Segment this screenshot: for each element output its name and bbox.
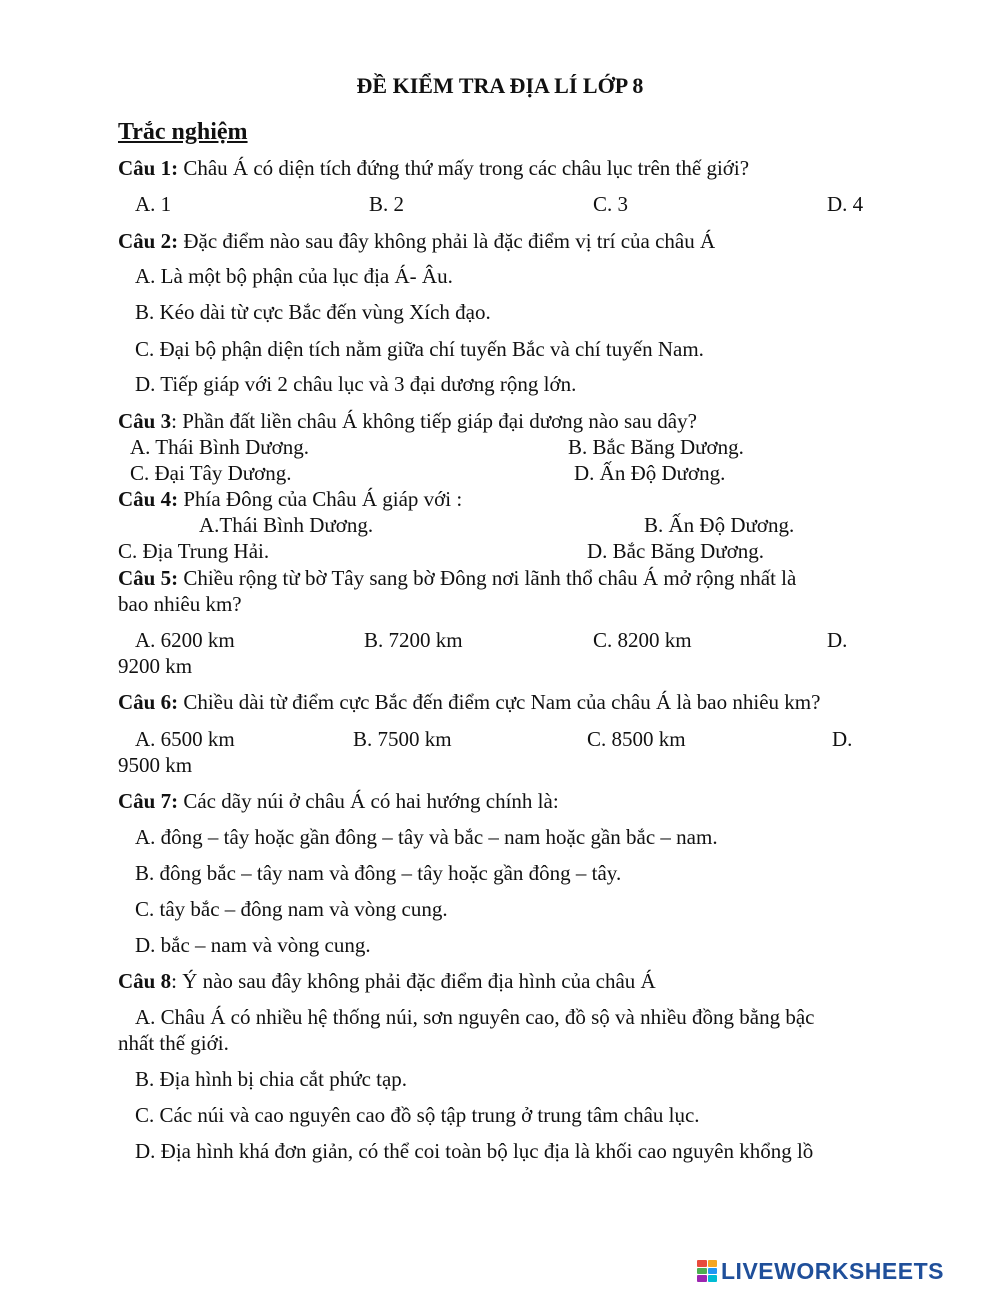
answer-1c[interactable]: C. 3 (593, 192, 629, 216)
liveworksheets-logo (697, 1258, 944, 1284)
question-5-continued: bao nhiêu km? (118, 592, 242, 616)
answer-3a[interactable]: A. Thái Bình Dương. (130, 435, 310, 459)
question-number: Câu 4: (118, 487, 179, 511)
answer-3d[interactable]: D. Ấn Độ Dương. (574, 461, 726, 485)
answer-8a-continued[interactable]: nhất thế giới. (118, 1031, 229, 1055)
logo-tile-icon (708, 1275, 718, 1282)
answer-4d[interactable]: D. Bắc Băng Dương. (587, 539, 765, 563)
answer-6b[interactable]: B. 7500 km (353, 727, 452, 751)
answer-8a[interactable]: A. Châu Á có nhiều hệ thống núi, sơn nguyên cao, đồ sộ và nhiều đồng bằng bậc (135, 1005, 815, 1029)
question-text: Chiều rộng từ bờ Tây sang bờ Đông nơi lãnh thổ châu Á mở rộng nhất là (178, 566, 797, 590)
question-number: Câu 3 (118, 409, 172, 433)
page-title: ĐỀ KIỂM TRA ĐỊA LÍ LỚP 8 (356, 73, 644, 98)
question-number: Câu 6: (118, 690, 179, 714)
section-heading: Trắc nghiệm (118, 119, 248, 145)
answer-4b[interactable]: B. Ấn Độ Dương. (644, 513, 795, 537)
answer-5a[interactable]: A. 6200 km (135, 628, 235, 652)
answer-4a[interactable]: A.Thái Bình Dương. (199, 513, 374, 537)
answer-3b[interactable]: B. Bắc Băng Dương. (568, 435, 744, 459)
question-number: Câu 2: (118, 229, 179, 253)
question-7 (118, 788, 559, 814)
answer-8c[interactable]: C. Các núi và cao nguyên cao đồ sộ tập trung ở trung tâm châu lục. (135, 1103, 700, 1127)
brand-name: LIVEWORKSHEETS (721, 1257, 944, 1284)
question-8 (118, 968, 656, 994)
answer-6d-value[interactable]: 9500 km (118, 753, 193, 777)
question-1 (118, 155, 749, 181)
question-number: Câu 5: (118, 566, 179, 590)
answer-2a[interactable]: A. Là một bộ phận của lục địa Á- Âu. (135, 264, 453, 288)
question-text: : Phần đất liền châu Á không tiếp giáp đại dương nào sau dây? (171, 409, 697, 433)
question-text: Chiều dài từ điểm cực Bắc đến điểm cực Nam của châu Á là bao nhiêu km? (178, 690, 821, 714)
answer-7a[interactable]: A. đông – tây hoặc gần đông – tây và bắc – nam hoặc gần bắc – nam. (135, 825, 718, 849)
answer-7c[interactable]: C. tây bắc – đông nam và vòng cung. (135, 897, 448, 921)
question-text: Đặc điểm nào sau đây không phải là đặc điểm vị trí của châu Á (178, 229, 716, 253)
answer-2b[interactable]: B. Kéo dài từ cực Bắc đến vùng Xích đạo. (135, 300, 491, 324)
logo-tile-icon (708, 1260, 718, 1267)
question-4 (118, 486, 462, 512)
question-text: Phía Đông của Châu Á giáp với : (178, 487, 463, 511)
answer-7b[interactable]: B. đông bắc – tây nam và đông – tây hoặc gần đông – tây. (135, 861, 622, 885)
liveworksheets-icon (697, 1260, 717, 1282)
answer-7d[interactable]: D. bắc – nam và vòng cung. (135, 933, 371, 957)
answer-3c[interactable]: C. Đại Tây Dương. (130, 461, 292, 485)
answer-5d[interactable]: D. (827, 628, 848, 652)
logo-tile-icon (697, 1260, 707, 1267)
answer-8d[interactable]: D. Địa hình khá đơn giản, có thể coi toàn bộ lục địa là khối cao nguyên khổng lồ (135, 1139, 814, 1163)
question-5 (118, 565, 796, 591)
question-number: Câu 8 (118, 969, 172, 993)
answer-2c[interactable]: C. Đại bộ phận diện tích nằm giữa chí tuyến Bắc và chí tuyến Nam. (135, 337, 704, 361)
question-text: Các dãy núi ở châu Á có hai hướng chính là: (178, 789, 559, 813)
question-text: Châu Á có diện tích đứng thứ mấy trong các châu lục trên thế giới? (178, 156, 750, 180)
question-text: : Ý nào sau đây không phải đặc điểm địa hình của châu Á (171, 969, 656, 993)
answer-5b[interactable]: B. 7200 km (364, 628, 463, 652)
answer-1d[interactable]: D. 4 (827, 192, 864, 216)
answer-2d[interactable]: D. Tiếp giáp với 2 châu lục và 3 đại dương rộng lớn. (135, 372, 577, 396)
answer-6c[interactable]: C. 8500 km (587, 727, 686, 751)
question-6 (118, 689, 820, 715)
logo-tile-icon (708, 1268, 718, 1275)
answer-6d[interactable]: D. (832, 727, 853, 751)
answer-4c[interactable]: C. Địa Trung Hải. (118, 539, 270, 563)
question-2 (118, 228, 715, 254)
question-number: Câu 1: (118, 156, 179, 180)
answer-5d-value[interactable]: 9200 km (118, 654, 193, 678)
question-3 (118, 408, 697, 434)
answer-8b[interactable]: B. Địa hình bị chia cắt phức tạp. (135, 1067, 408, 1091)
question-number: Câu 7: (118, 789, 179, 813)
logo-tile-icon (697, 1268, 707, 1275)
answer-1a[interactable]: A. 1 (135, 192, 172, 216)
logo-tile-icon (697, 1275, 707, 1282)
answer-5c[interactable]: C. 8200 km (593, 628, 692, 652)
answer-6a[interactable]: A. 6500 km (135, 727, 235, 751)
answer-1b[interactable]: B. 2 (369, 192, 405, 216)
